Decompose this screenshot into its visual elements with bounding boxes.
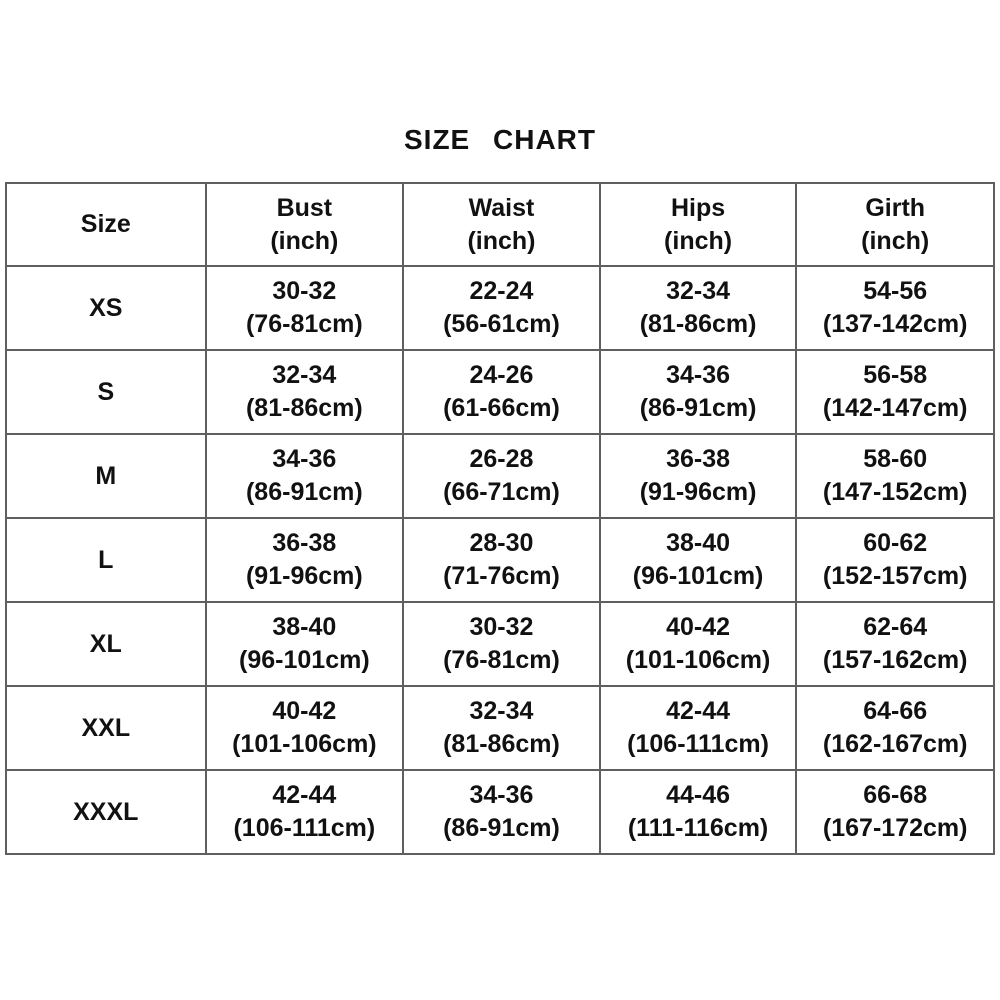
waist-inch-value: 28-30	[469, 529, 534, 557]
size-cell: XL	[6, 602, 206, 686]
waist-cell	[403, 434, 600, 518]
girth-inch-value: 56-58	[863, 361, 928, 389]
waist-cm-value: (56-61cm)	[443, 310, 560, 338]
page-title: SIZE CHART	[404, 124, 596, 155]
girth-cell	[796, 518, 994, 602]
table-row-s	[6, 350, 994, 434]
size-cell: XXL	[6, 686, 206, 770]
girth-cell	[796, 350, 994, 434]
girth-cm-value: (167-172cm)	[822, 814, 968, 842]
bust-cell	[206, 350, 404, 434]
hips-cm-value: (86-91cm)	[639, 394, 757, 422]
table-row-xxl	[6, 686, 994, 770]
waist-cm-value: (61-66cm)	[443, 394, 560, 422]
girth-inch-value: 64-66	[863, 697, 928, 725]
hips-inch-value: 42-44	[666, 697, 731, 725]
size-cell: M	[6, 434, 206, 518]
waist-inch-value: 22-24	[469, 277, 534, 305]
bust-cm-value: (106-111cm)	[233, 814, 376, 842]
girth-cm-value: (162-167cm)	[822, 730, 968, 758]
waist-cm-value: (66-71cm)	[443, 478, 560, 506]
bust-cell	[206, 266, 404, 350]
bust-cm-value: (101-106cm)	[232, 730, 377, 758]
hips-cm-value: (111-116cm)	[627, 814, 769, 842]
header-label: Girth	[865, 193, 926, 222]
table-row-l	[6, 518, 994, 602]
column-header-waist	[403, 183, 600, 266]
hips-inch-value: 36-38	[666, 445, 731, 473]
bust-cell	[206, 434, 404, 518]
bust-inch-value: 38-40	[272, 613, 337, 641]
hips-inch-value: 38-40	[666, 529, 731, 557]
header-row	[6, 183, 994, 266]
bust-inch-value: 40-42	[272, 697, 337, 725]
girth-cell	[796, 686, 994, 770]
hips-cm-value: (96-101cm)	[632, 562, 764, 590]
header-label: Size	[80, 210, 131, 238]
girth-cell	[796, 770, 994, 854]
bust-cell	[206, 686, 404, 770]
hips-cell	[600, 770, 797, 854]
waist-inch-value: 26-28	[469, 445, 534, 473]
hips-cell	[600, 434, 797, 518]
bust-inch-value: 34-36	[272, 445, 337, 473]
girth-cm-value: (152-157cm)	[822, 562, 968, 590]
table-row-m	[6, 434, 994, 518]
bust-inch-value: 30-32	[272, 277, 337, 305]
header-label: Hips	[670, 193, 726, 222]
column-header-girth	[796, 183, 994, 266]
girth-cm-value: (137-142cm)	[822, 310, 968, 338]
waist-inch-value: 24-26	[469, 361, 534, 389]
hips-cell	[600, 686, 797, 770]
header-unit: (inch)	[664, 226, 733, 255]
header-unit: (inch)	[861, 226, 930, 255]
hips-inch-value: 34-36	[666, 361, 731, 389]
waist-cm-value: (86-91cm)	[443, 814, 560, 842]
waist-cell	[403, 266, 600, 350]
column-header-bust	[206, 183, 404, 266]
waist-cm-value: (81-86cm)	[443, 730, 560, 758]
girth-cell	[796, 266, 994, 350]
header-unit: (inch)	[467, 226, 536, 255]
bust-inch-value: 42-44	[272, 781, 337, 809]
header-unit: (inch)	[270, 226, 339, 255]
hips-inch-value: 40-42	[666, 613, 731, 641]
girth-inch-value: 66-68	[863, 781, 928, 809]
waist-inch-value: 32-34	[469, 697, 534, 725]
size-cell: XXXL	[6, 770, 206, 854]
waist-inch-value: 30-32	[469, 613, 534, 641]
hips-cm-value: (81-86cm)	[639, 310, 757, 338]
size-cell: L	[6, 518, 206, 602]
size-cell: S	[6, 350, 206, 434]
waist-cell	[403, 770, 600, 854]
bust-cell	[206, 518, 404, 602]
header-label: Waist	[468, 193, 535, 222]
hips-inch-value: 32-34	[666, 277, 731, 305]
bust-cm-value: (96-101cm)	[239, 646, 370, 674]
hips-cm-value: (106-111cm)	[627, 730, 769, 758]
hips-inch-value: 44-46	[666, 781, 731, 809]
hips-cell	[600, 518, 797, 602]
waist-cell	[403, 686, 600, 770]
waist-cell	[403, 350, 600, 434]
girth-cm-value: (147-152cm)	[822, 478, 968, 506]
size-chart-table	[5, 182, 995, 855]
column-header-size	[6, 183, 206, 266]
girth-inch-value: 58-60	[863, 445, 928, 473]
bust-cm-value: (76-81cm)	[245, 310, 363, 338]
girth-cell	[796, 602, 994, 686]
waist-cell	[403, 602, 600, 686]
waist-inch-value: 34-36	[469, 781, 534, 809]
waist-cm-value: (71-76cm)	[443, 562, 560, 590]
hips-cell	[600, 602, 797, 686]
size-cell: XS	[6, 266, 206, 350]
bust-cell	[206, 770, 404, 854]
girth-inch-value: 60-62	[863, 529, 928, 557]
waist-cell	[403, 518, 600, 602]
hips-cm-value: (101-106cm)	[625, 646, 771, 674]
bust-inch-value: 32-34	[272, 361, 337, 389]
hips-cell	[600, 350, 797, 434]
girth-inch-value: 62-64	[863, 613, 928, 641]
girth-cm-value: (142-147cm)	[822, 394, 968, 422]
table-row-xs	[6, 266, 994, 350]
girth-inch-value: 54-56	[863, 277, 928, 305]
header-label: Bust	[276, 193, 333, 222]
bust-cm-value: (81-86cm)	[245, 394, 363, 422]
bust-cm-value: (91-96cm)	[245, 562, 363, 590]
hips-cell	[600, 266, 797, 350]
bust-cell	[206, 602, 404, 686]
table-row-xl	[6, 602, 994, 686]
table-row-xxxl	[6, 770, 994, 854]
column-header-hips	[600, 183, 797, 266]
girth-cm-value: (157-162cm)	[822, 646, 968, 674]
waist-cm-value: (76-81cm)	[443, 646, 560, 674]
bust-inch-value: 36-38	[272, 529, 337, 557]
bust-cm-value: (86-91cm)	[245, 478, 363, 506]
hips-cm-value: (91-96cm)	[639, 478, 757, 506]
girth-cell	[796, 434, 994, 518]
